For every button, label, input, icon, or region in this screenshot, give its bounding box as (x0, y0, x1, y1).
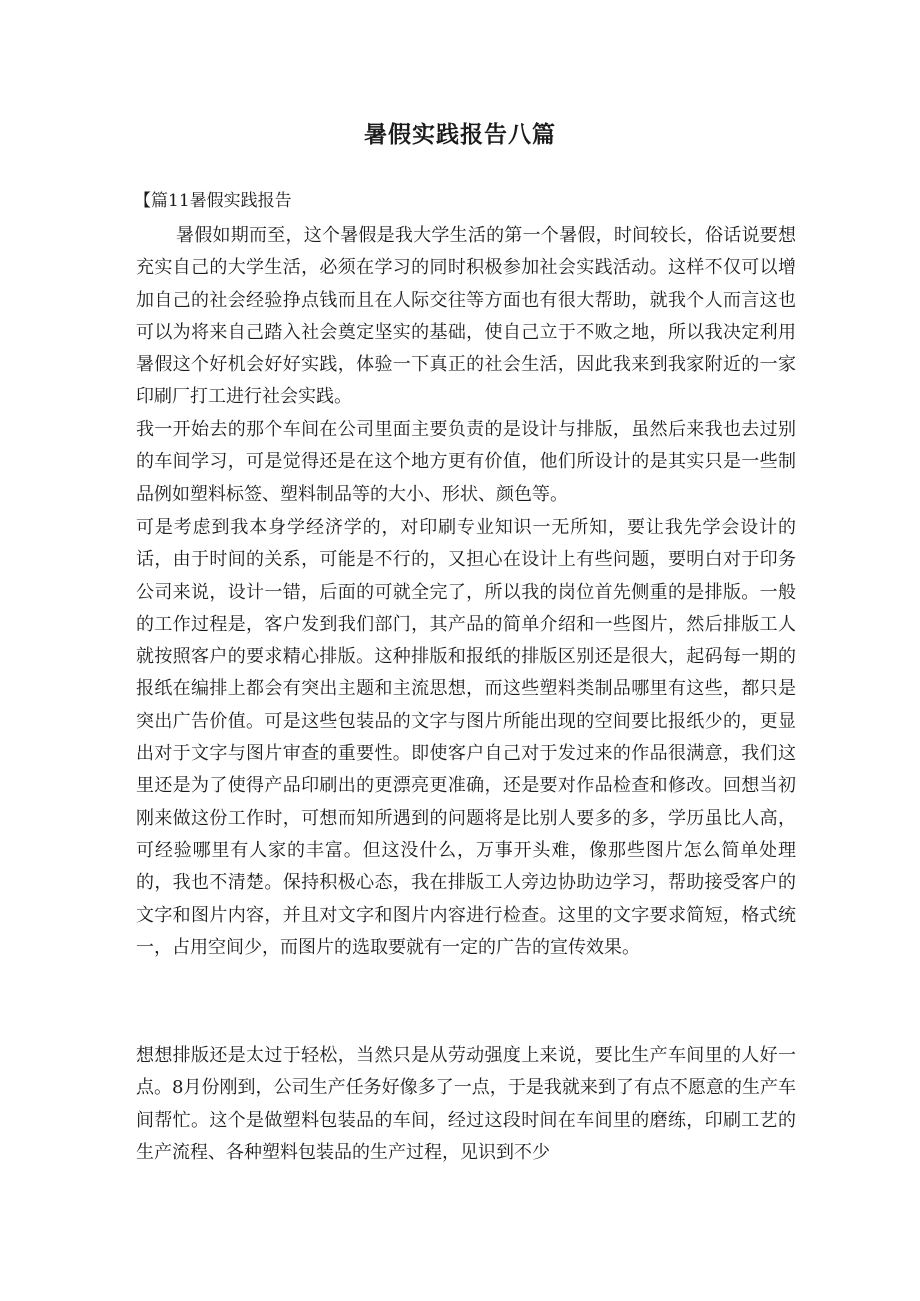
paragraph-2: 我一开始去的那个车间在公司里面主要负责的是设计与排版，虽然后来我也去过别的车间学习，可是觉得还是在这个地方更有价值，他们所设计的是其实只是一些制品例如塑料标签、塑料制品等的大小、形状、颜色等。 (136, 419, 796, 505)
section-heading: 【篇11暑假实践报告 (134, 191, 292, 211)
document-title: 暑假实践报告八篇 (364, 122, 556, 148)
paragraph-4: 想想排版还是太过于轻松，当然只是从劳动强度上来说，要比生产车间里的人好一点。8月份刚到，公司生产任务好像多了一点，于是我就来到了有点不愿意的生产车间帮忙。这个是做塑料包装品的车间，经过这段时间在车间里的磨练，印刷工艺的生产流程、各种塑料包装品的生产过程，见识到不少 (136, 1045, 796, 1163)
paragraph-3: 可是考虑到我本身学经济学的，对印刷专业知识一无所知，要让我先学会设计的话，由于时间的关系，可能是不行的，又担心在设计上有些问题，要明白对于印务公司来说，设计一错，后面的可就全完了，所以我的岗位首先侧重的是排版。一般的工作过程是，客户发到我们部门，其产品的简单介绍和一些图片，然后排版工人就按照客户的要求精心排版。这种排版和报纸的排版区别还是很大，起码每一期的报纸在编排上都会有突出主题和主流思想，而这些塑料类制品哪里有这些，都只是突出广告价值。可是这些包装品的文字与图片所能出现的空间要比报纸少的，更显出对于文字与图片审查的重要性。即使客户自己对于发过来的作品很满意，我们这里还是为了使得产品印刷出的更漂亮更准确，还是要对作品检查和修改。回想当初刚来做这份工作时，可想而知所遇到的问题将是比别人要多的多，学历虽比人高，可经验哪里有人家的丰富。但这没什么，万事开头难，像那些图片怎么简单处理的，我也不清楚。保持积极心态，我在排版工人旁边协助边学习，帮助接受客户的文字和图片内容，并且对文字和图片内容进行检查。这里的文字要求简短，格式统一，占用空间少，而图片的选取要就有一定的广告的宣传效果。 (136, 517, 796, 958)
paragraph-1: 暑假如期而至，这个暑假是我大学生活的第一个暑假，时间较长，俗话说要想充实自己的大学生活，必须在学习的同时积极参加社会实践活动。这样不仅可以增加自己的社会经验挣点钱而且在人际交往等方面也有很大帮助，就我个人而言这也可以为将来自己踏入社会奠定坚实的基础，使自己立于不败之地，所以我决定利用暑假这个好机会好好实践，体验一下真正的社会生活，因此我来到我家附近的一家印刷厂打工进行社会实践。 (136, 225, 796, 408)
